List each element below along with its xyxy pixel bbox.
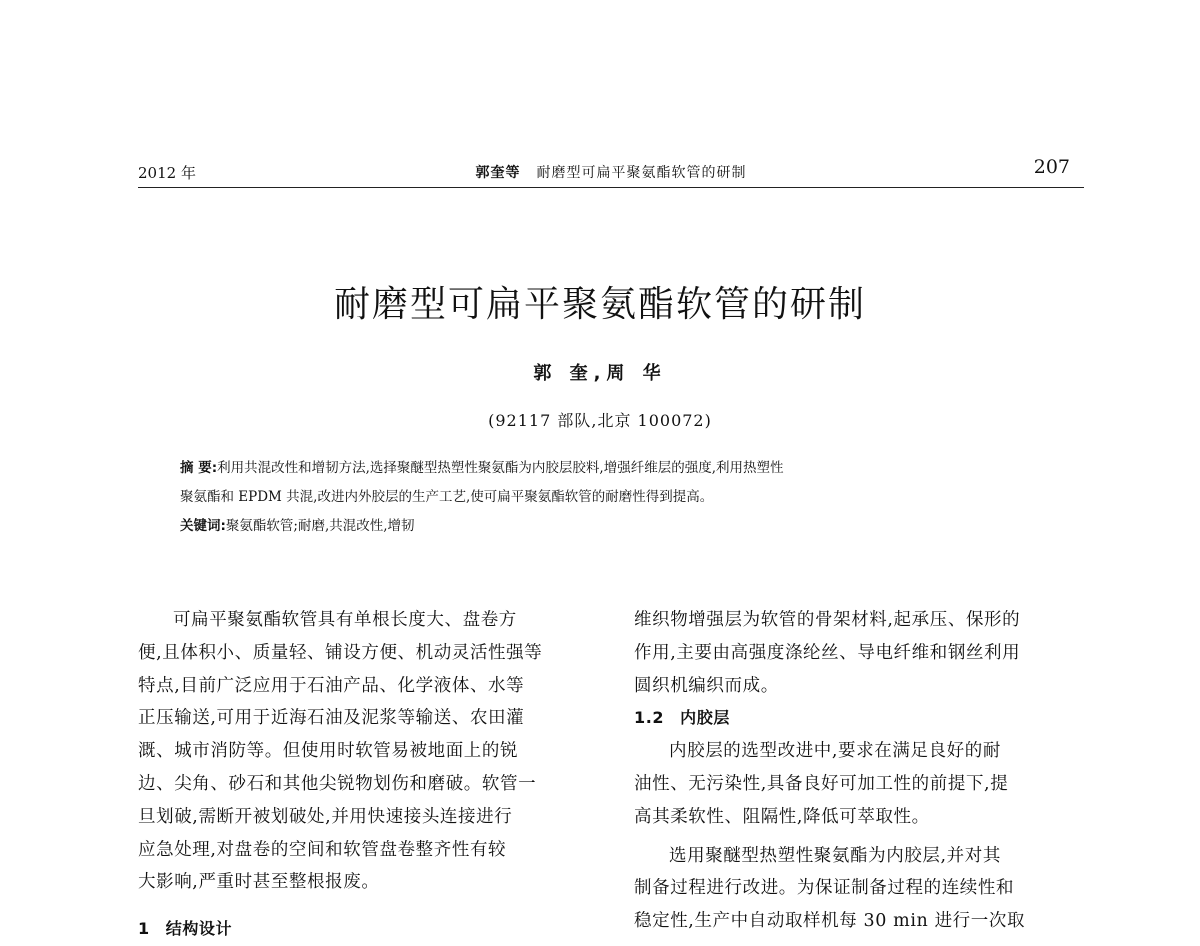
abstract-label: 摘 要:: [180, 460, 218, 476]
section-number: 1: [138, 919, 150, 939]
body-line: 圆织机编织而成。: [634, 675, 779, 696]
body-line: 制备过程进行改进。为保证制备过程的连续性和: [634, 878, 1015, 899]
section-number: 1.2: [634, 708, 665, 728]
abstract-text-1: 利用共混改性和增韧方法,选择聚醚型热塑性聚氨酯为内胶层胶料,增强纤维层的强度,利用热塑性: [217, 460, 784, 476]
keywords-line: [180, 512, 1060, 541]
running-header-authors: 郭奎等: [475, 165, 521, 181]
abstract-line-2: 聚氨酯和 EPDM 共混,改进内外胶层的生产工艺,使可扁平聚氨酯软管的耐磨性得到提高。: [180, 489, 714, 505]
body-line: 便,且体积小、质量轻、铺设方便、机动灵活性强等: [138, 642, 543, 663]
header-rule: [138, 187, 1084, 188]
body-column-left: [138, 604, 590, 946]
section-heading-1-2: [634, 702, 1086, 735]
abstract-line-1: [180, 454, 1060, 483]
body-line: 作用,主要由高强度涤纶丝、导电纤维和钢丝利用: [634, 642, 1021, 663]
running-header: [138, 156, 1084, 188]
body-line: 油性、无污染性,具备良好可加工性的前提下,提: [634, 773, 1009, 794]
body-column-right: [634, 604, 1086, 938]
body-line: 维织物增强层为软管的骨架材料,起承压、保形的: [634, 610, 1021, 630]
section-title: 结构设计: [165, 919, 233, 939]
body-line: 高其柔软性、阻隔性,降低可萃取性。: [634, 806, 930, 827]
body-line: 溉、城市消防等。但使用时软管易被地面上的锐: [138, 741, 519, 762]
body-line: 选用聚醚型热塑性聚氨酯为内胶层,并对其: [669, 845, 1001, 866]
body-line: 特点,目前广泛应用于石油产品、化学液体、水等: [138, 675, 525, 696]
article-authors: 郭 奎,周 华: [533, 363, 667, 384]
body-line: 应急处理,对盘卷的空间和软管盘卷整齐性有较: [138, 839, 507, 860]
article-title: 耐磨型可扁平聚氨酯软管的研制: [333, 284, 866, 325]
body-line: 旦划破,需断开被划破处,并用快速接头连接进行: [138, 806, 513, 827]
page-number: 207: [1033, 156, 1070, 178]
keywords-label: 关键词:: [180, 518, 226, 534]
abstract-block: [180, 454, 1060, 541]
spacer: [138, 899, 590, 913]
section-heading-1: [138, 913, 590, 946]
body-line: 内胶层的选型改进中,要求在满足良好的耐: [669, 741, 1001, 762]
running-header-title-block: [138, 162, 1084, 182]
running-header-year: 2012 年: [138, 164, 196, 182]
body-line: 可扁平聚氨酯软管具有单根长度大、盘卷方: [173, 610, 517, 630]
body-line: 稳定性,生产中自动取样机每 30 min 进行一次取: [634, 911, 1026, 932]
keywords-text: 聚氨酯软管;耐磨,共混改性,增韧: [225, 518, 415, 534]
article-affiliation: (92117 部队,北京 100072): [488, 411, 712, 430]
body-line: 边、尖角、砂石和其他尖锐物划伤和磨破。软管一: [138, 773, 537, 794]
running-header-title: 耐磨型可扁平聚氨酯软管的研制: [536, 165, 747, 181]
section-title: 内胶层: [680, 708, 730, 728]
body-line: 大影响,严重时甚至整根报废。: [138, 872, 380, 893]
body-line: 正压输送,可用于近海石油及泥浆等输送、农田灌: [138, 708, 525, 729]
